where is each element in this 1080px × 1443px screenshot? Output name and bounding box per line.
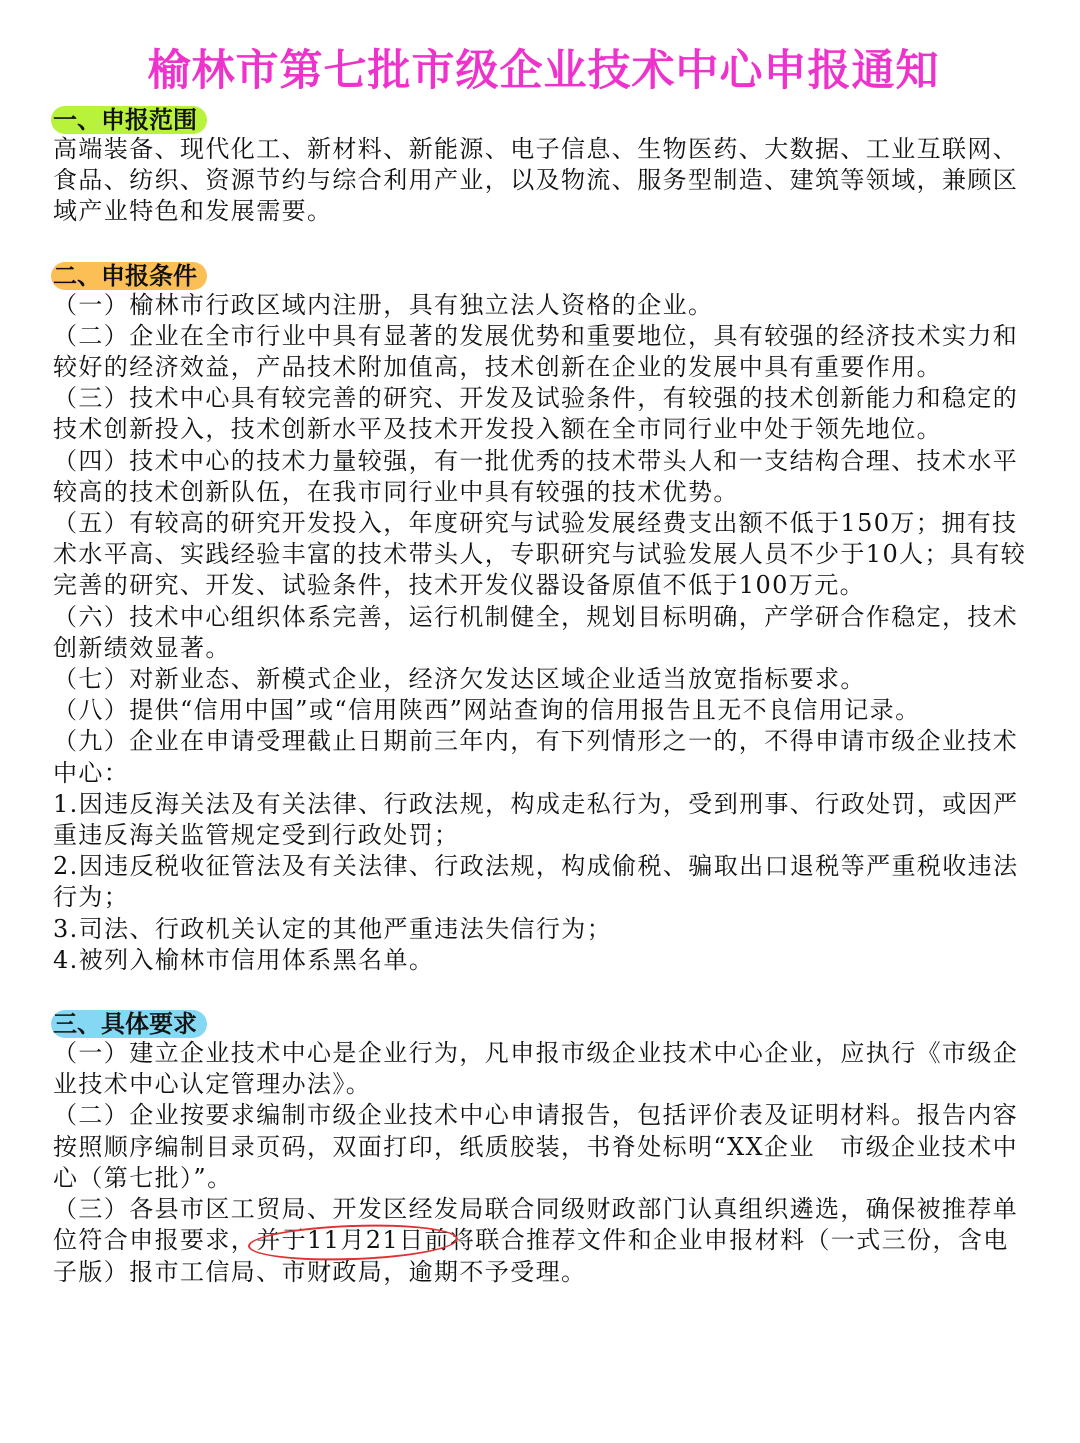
section-requirements — [53, 1010, 1034, 1288]
paragraph-last — [53, 1194, 1034, 1288]
paragraph: （一）榆林市行政区域内注册，具有独立法人资格的企业。 — [53, 290, 714, 319]
paragraph: （三）技术中心具有较完善的研究、开发及试验条件，有较强的技术创新能力和稳定的技术创新投入，技术创新水平及技术开发投入额在全市同行业中处于领先地位。 — [53, 384, 1019, 444]
paragraph: （六）技术中心组织体系完善，运行机制健全，规划目标明确，产学研合作稳定，技术创新绩效显著。 — [53, 602, 1019, 662]
paragraph: （八）提供“信用中国”或“信用陕西”网站查询的信用报告且无不良信用记录。 — [53, 696, 921, 725]
section-conditions — [53, 262, 1034, 976]
paragraph: 高端装备、现代化工、新材料、新能源、电子信息、生物医药、大数据、工业互联网、食品、纺织、资源节约与综合利用产业，以及物流、服务型制造、建筑等领域，兼顾区域产业特色和发展需要。 — [53, 135, 1019, 226]
section-heading-requirements: 三、具体要求 — [51, 1010, 207, 1038]
paragraph: 1.因违反海关法及有关法律、行政法规，构成走私行为，受到刑事、行政处罚，或因严重违反海关监管规定受到行政处罚； — [53, 789, 1019, 850]
paragraph-text: 将联合推荐文件和企业申报材料（一式三份，含电子版）报市工信局、市财政局，逾期不予受理。 — [53, 1226, 1009, 1286]
paragraph: 2.因违反税收征管法及有关法律、行政法规，构成偷税、骗取出口退税等严重税收违法行为； — [53, 852, 1019, 912]
paragraph: （二）企业按要求编制市级企业技术中心申请报告，包括评价表及证明材料。报告内容按照顺序编制目录页码，双面打印，纸质胶装，书脊处标明“XX企业 市级企业技术中心（第七批）”。 — [53, 1101, 1019, 1192]
paragraph: （七）对新业态、新模式企业，经济欠发达区域企业适当放宽指标要求。 — [53, 665, 866, 694]
circled-deadline: 并于11月21日前 — [256, 1225, 450, 1256]
paragraph: （五）有较高的研究开发投入，年度研究与试验发展经费支出额不低于150万；拥有技术水平高、实践经验丰富的技术带头人，专职研究与试验发展人员不少于10人；具有较完善的研究、开发、试验条件，技术开发仪器设备原值不低于100万元。 — [53, 509, 1027, 600]
paragraph: （四）技术中心的技术力量较强，有一批优秀的技术带头人和一支结构合理、技术水平较高的技术创新队伍，在我市同行业中具有较强的技术优势。 — [53, 446, 1019, 506]
paragraph-text: （三）各县市区工贸局、开发区经发局联合同级财政部门认真组织遴选，确保被推荐单位符合申报要求， — [53, 1195, 1019, 1255]
paragraph: （二）企业在全市行业中具有显著的发展优势和重要地位，具有较强的经济技术实力和较好的经济效益，产品技术附加值高，技术创新在企业的发展中具有重要作用。 — [53, 321, 1019, 382]
paragraph: 3.司法、行政机关认定的其他严重违法失信行为； — [53, 914, 613, 943]
section-scope — [53, 106, 1034, 228]
section-heading-scope: 一、申报范围 — [51, 106, 207, 134]
paragraph: （一）建立企业技术中心是企业行为，凡申报市级企业技术中心企业，应执行《市级企业技术中心认定管理办法》。 — [53, 1039, 1019, 1099]
paragraph: 4.被列入榆林市信用体系黑名单。 — [53, 945, 435, 974]
section-heading-conditions: 二、申报条件 — [51, 262, 207, 290]
page-title: 榆林市第七批市级企业技术中心申报通知 — [147, 46, 940, 96]
paragraph: （九）企业在申请受理截止日期前三年内，有下列情形之一的，不得申请市级企业技术中心： — [53, 727, 1019, 787]
